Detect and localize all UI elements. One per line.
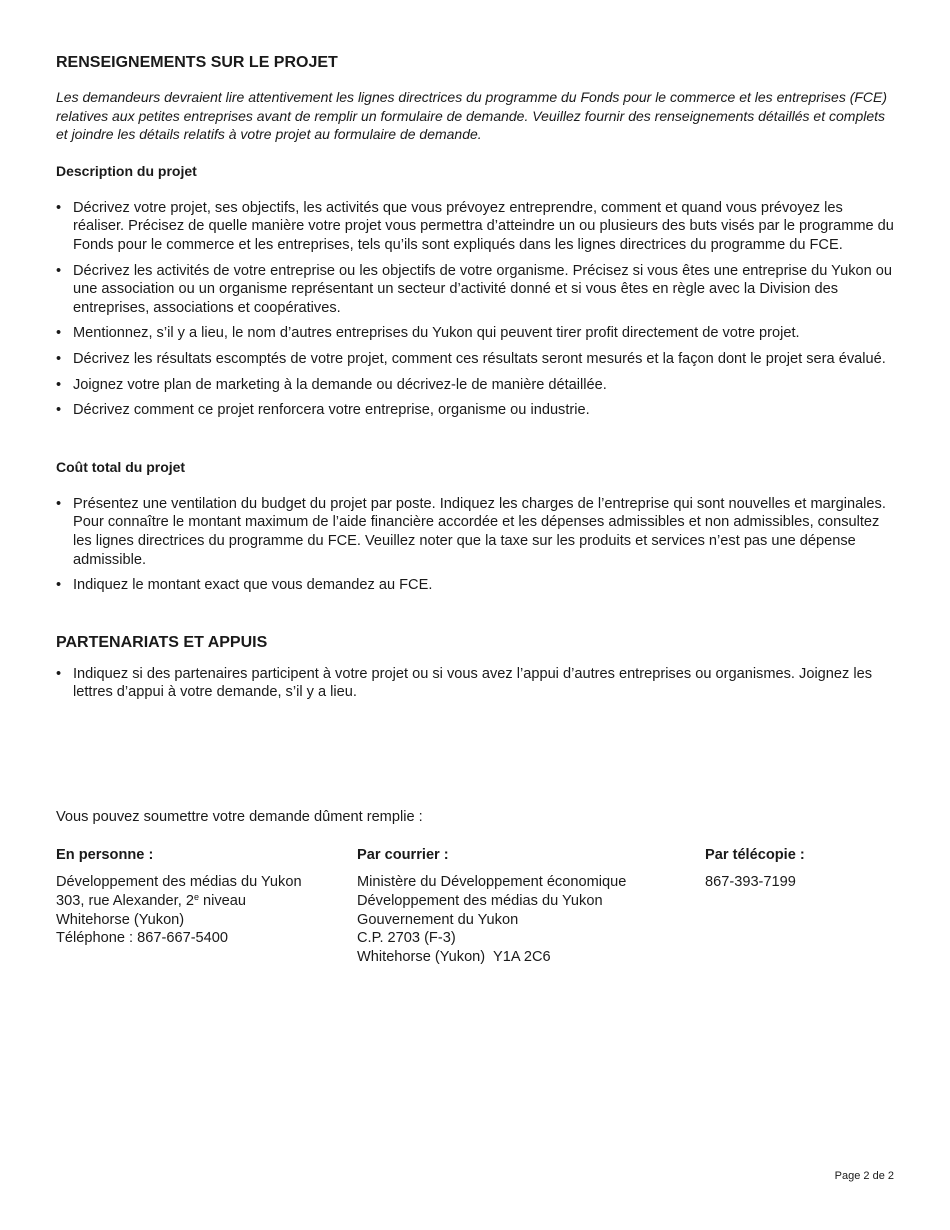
in-person-heading: En personne : [56,847,154,864]
in-person-line: Whitehorse (Yukon) [56,911,185,928]
partnerships-list [56,665,896,702]
in-person-line: Développement des médias du Yukon [56,874,302,891]
mail-line: Gouvernement du Yukon [357,911,519,928]
in-person-address [56,892,302,911]
ordinal-superscript: e [193,892,199,903]
submission-methods [56,846,896,986]
list-item: • Décrivez les activités de votre entreprise ou les objectifs de votre organisme. Précisez si vous êtes une entreprise du Yukon ou une association ou un organisme représentant un secteur d’activité donné et si vous êtes en règle avec la Division des entreprises, associations et coopératives. [56,262,896,318]
document-page [56,52,896,986]
list-item: • Indiquez si des partenaires participent à votre projet ou si vous avez l’appui d’autres entreprises ou organismes. Joignez les lettres d’appui à votre demande, s’il y a lieu. [56,665,896,702]
mail-column [357,846,626,966]
in-person-column [56,846,302,947]
list-item: • Décrivez comment ce projet renforcera votre entreprise, organisme ou industrie. [56,401,896,420]
list-item: • Indiquez le montant exact que vous demandez au FCE. [56,576,896,595]
partnerships-title: PARTENARIATS ET APPUIS [56,633,268,651]
mail-line: Ministère du Développement économique [357,874,627,891]
mail-heading: Par courrier : [357,847,449,864]
fax-heading: Par télécopie : [705,847,805,864]
list-item: • Présentez une ventilation du budget du projet par poste. Indiquez les charges de l’entreprise qui sont nouvelles et marginales. Pour connaître le montant maximum de l’aide financière accordée et les dépenses admissibles et non admissibles, consultez les lignes directrices du programme du FCE. Veuillez noter que la taxe sur les produits et services n’est pas une dépense admissible. [56,495,896,569]
page-number: Page 2 de 2 [834,1170,894,1182]
mail-line: C.P. 2703 (F-3) [357,930,456,947]
submission-intro: Vous pouvez soumettre votre demande dûment remplie : [56,808,423,825]
list-item: • Décrivez votre projet, ses objectifs, les activités que vous prévoyez entreprendre, comment et quand vous prévoyez les réaliser. Précisez de quelle manière votre projet vous permettra d’atteindre un ou plusieurs des buts visés par le programme du Fonds pour le commerce et les entreprises, tels qu’ils sont expliqués dans les lignes directrices du programme du FCE. [56,199,896,255]
project-info-intro: Les demandeurs devraient lire attentivement les lignes directrices du programme du Fonds pour le commerce et les entreprises (FCE) relatives aux petites entreprises avant de remplir un formulaire de demande. Veuillez fournir des renseignements détaillés et complets et joindre les détails relatifs à votre projet au formulaire de demande. [56,89,888,143]
fax-number: 867-393-7199 [705,874,796,891]
fax-column [705,846,805,892]
description-heading: Description du projet [56,162,197,179]
in-person-phone: Téléphone : 867-667-5400 [56,930,229,947]
address-text: 303, rue Alexander, 2 [56,893,194,910]
mail-line: Whitehorse (Yukon) Y1A 2C6 [357,948,551,965]
project-info-title: RENSEIGNEMENTS SUR LE PROJET [56,54,338,71]
list-item: • Mentionnez, s’il y a lieu, le nom d’autres entreprises du Yukon qui peuvent tirer profit directement de votre projet. [56,324,896,343]
cost-heading: Coût total du projet [56,458,186,475]
list-item: • Joignez votre plan de marketing à la demande ou décrivez-le de manière détaillée. [56,376,896,395]
address-text-end: niveau [198,893,247,910]
description-list [56,199,896,420]
cost-list [56,495,896,595]
mail-line: Développement des médias du Yukon [357,893,603,910]
list-item: • Décrivez les résultats escomptés de votre projet, comment ces résultats seront mesurés et la façon dont le projet sera évalué. [56,350,896,369]
